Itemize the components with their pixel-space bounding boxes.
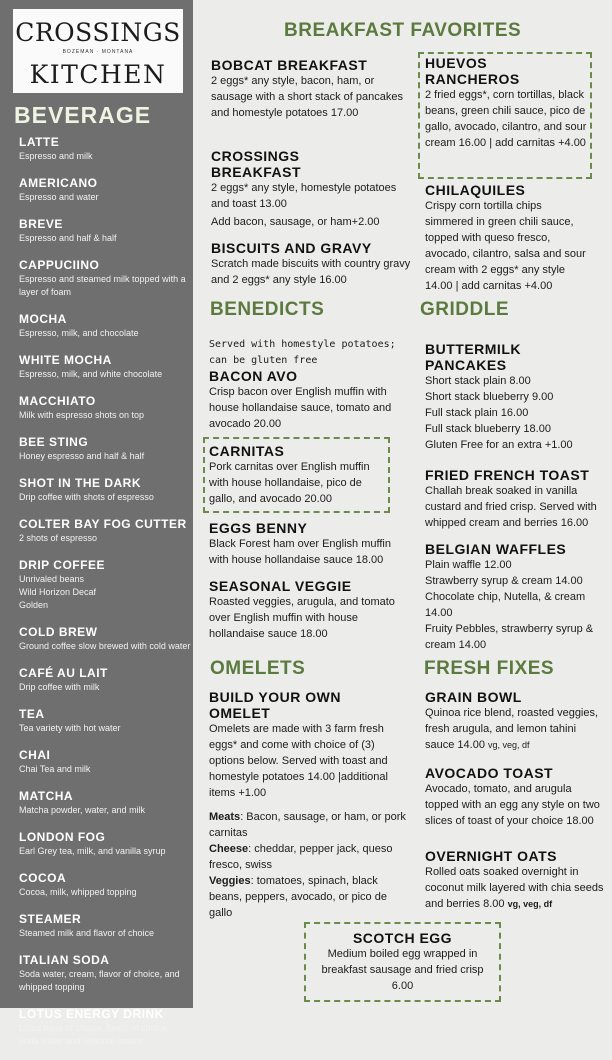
beverage-item <box>19 175 191 204</box>
beverage-desc: Earl Grey tea, milk, and vanilla syrup <box>19 846 166 856</box>
menu-item-seasonal-veggie <box>209 578 409 642</box>
item-line: Chocolate chip, Nutella, & cream 14.00 <box>425 591 586 619</box>
item-name: BUILD YOUR OWN OMELET <box>209 689 341 721</box>
menu-item-french-toast <box>425 467 605 531</box>
menu-item-avocado-toast <box>425 765 605 829</box>
item-desc: Crispy corn tortilla chips simmered in green chili sauce, topped with queso fresco, avocado, cilantro, salsa and sour cream with 2 eggs* any style 14.00 | add carnitas +4.00 <box>425 200 586 292</box>
beverage-desc: Honey espresso and half & half <box>19 451 145 461</box>
item-name: CHILAQUILES <box>425 182 526 198</box>
item-name: BOBCAT BREAKFAST <box>211 57 368 73</box>
beverage-name: WHITE MOCHA <box>19 353 112 367</box>
item-name: BUTTERMILK PANCAKES <box>425 341 521 373</box>
item-addon: Add bacon, sausage, or ham+2.00 <box>211 216 380 228</box>
item-desc: 2 eggs* any style, homestyle potatoes and toast 13.00 <box>211 182 397 210</box>
menu-item-chilaquiles <box>425 182 590 294</box>
beverage-name: LONDON FOG <box>19 830 106 844</box>
beverage-item <box>19 911 191 940</box>
beverage-desc: Espresso and steamed milk topped with a layer of foam <box>19 274 186 297</box>
beverage-name: ITALIAN SODA <box>19 953 110 967</box>
item-name: BELGIAN WAFFLES <box>425 541 567 557</box>
beverage-item <box>19 952 191 994</box>
logo-line-1: CROSSINGS <box>15 18 181 47</box>
beverage-desc: Espresso, milk, and white chocolate <box>19 369 163 379</box>
logo-line-2: KITCHEN <box>29 60 167 89</box>
item-desc <box>425 864 605 912</box>
beverage-item <box>19 434 191 463</box>
cheese-label: Cheese <box>209 843 249 855</box>
beverage-name: COCOA <box>19 871 67 885</box>
beverage-name: MOCHA <box>19 312 67 326</box>
item-name: CROSSINGS BREAKFAST <box>211 148 302 180</box>
menu-item-byo-omelet <box>209 689 409 921</box>
item-line: Full stack blueberry 18.00 <box>425 423 551 435</box>
cheese-text: : cheddar, pepper jack, queso fresco, swiss <box>209 843 393 871</box>
beverage-item <box>19 870 191 899</box>
beverage-item <box>19 747 191 776</box>
beverage-name: AMERICANO <box>19 176 98 190</box>
beverage-item <box>19 829 191 858</box>
omelet-meats <box>209 809 409 841</box>
item-line: Short stack plain 8.00 <box>425 375 531 387</box>
beverage-name: CAFÉ AU LAIT <box>19 666 108 680</box>
beverage-name: LATTE <box>19 135 60 149</box>
item-line: Full stack plain 16.00 <box>425 407 529 419</box>
beverage-name: STEAMER <box>19 912 82 926</box>
beverage-name: LOTUS ENERGY DRINK <box>19 1007 164 1021</box>
omelet-veggies <box>209 873 409 921</box>
omelet-cheese <box>209 841 409 873</box>
beverage-name: MACCHIATO <box>19 394 96 408</box>
beverage-name: CAPPUCIINO <box>19 258 100 272</box>
beverage-name: TEA <box>19 707 45 721</box>
menu-item-bacon-avo <box>209 368 409 432</box>
oats-desc: Rolled oats soaked overnight in coconut milk layered with chia seeds and berries 8.00 <box>425 866 604 910</box>
grain-tags: vg, veg, df <box>488 740 530 750</box>
item-name: OVERNIGHT OATS <box>425 848 557 864</box>
menu-item-overnight-oats <box>425 848 605 912</box>
item-name: CARNITAS <box>209 443 285 459</box>
beverage-name: MATCHA <box>19 789 74 803</box>
menu-item-crossings <box>211 148 411 230</box>
beverage-name: COLD BREW <box>19 625 98 639</box>
oats-tags: vg, veg, df <box>507 899 553 909</box>
beverage-desc: Steamed milk and flavor of choice <box>19 928 155 938</box>
beverage-desc: Drip coffee with shots of espresso <box>19 492 154 502</box>
meats-text: : Bacon, sausage, or ham, or pork carnitas <box>209 811 406 839</box>
beverage-name: DRIP COFFEE <box>19 558 105 572</box>
beverage-desc: Espresso and milk <box>19 151 93 161</box>
fresh-fixes-heading: FRESH FIXES <box>424 658 555 679</box>
beverage-name: COLTER BAY FOG CUTTER <box>19 517 187 531</box>
beverage-item <box>19 134 191 163</box>
beverage-desc: Milk with espresso shots on top <box>19 410 145 420</box>
beverage-item <box>19 516 191 545</box>
beverage-desc: Lotus base of choice, flavor of choice, soda water and optional cream <box>19 1023 170 1046</box>
item-name: EGGS BENNY <box>209 520 308 536</box>
beverage-item <box>19 665 191 694</box>
menu-item-bobcat <box>211 57 411 121</box>
item-desc: Pork carnitas over English muffin with house hollandaise, pico de gallo, and avocado 20.00 <box>209 461 370 505</box>
breakfast-heading: BREAKFAST FAVORITES <box>284 20 522 41</box>
logo <box>13 9 183 93</box>
benedicts-heading: BENEDICTS <box>210 299 325 320</box>
item-line: Strawberry syrup & cream 14.00 <box>425 575 583 587</box>
beverage-list <box>19 134 191 1060</box>
item-desc: Omelets are made with 3 farm fresh eggs* and come with choice of (3) options below. Served with toast and homestyle potatoes 14.00 |additional items +1.00 <box>209 723 388 799</box>
omelets-heading: OMELETS <box>210 658 306 679</box>
beverage-desc: 2 shots of espresso <box>19 533 98 543</box>
item-name: SCOTCH EGG <box>352 930 453 946</box>
menu-item-waffles <box>425 541 605 653</box>
beverage-name: BEE STING <box>19 435 89 449</box>
beverage-item <box>19 216 191 245</box>
item-line: Short stack blueberry 9.00 <box>425 391 554 403</box>
beverage-item <box>19 352 191 381</box>
beverage-item <box>19 624 191 653</box>
beverage-item <box>19 311 191 340</box>
item-name: GRAIN BOWL <box>425 689 522 705</box>
beverage-name: SHOT IN THE DARK <box>19 476 141 490</box>
menu-item-eggs-benny <box>209 520 409 568</box>
beverage-desc: Cocoa, milk, whipped topping <box>19 887 137 897</box>
beverage-desc: Espresso, milk, and chocolate <box>19 328 139 338</box>
item-desc: 2 fried eggs*, corn tortillas, black beans, green chili sauce, pico de gallo, avocado, cilantro, and sour cream 16.00 | add carnitas +4.00 <box>425 89 587 149</box>
beverage-heading: BEVERAGE <box>14 102 152 128</box>
beverage-desc: Unrivaled beans Wild Horizon Decaf Golden <box>19 574 97 610</box>
meats-label: Meats <box>209 811 241 823</box>
beverage-name: BREVE <box>19 217 63 231</box>
grain-desc: Quinoa rice blend, roasted veggies, fresh arugula, and lemon tahini sauce 14.00 <box>425 707 599 751</box>
beverage-item <box>19 788 191 817</box>
item-line: Fruity Pebbles, strawberry syrup & cream 14.00 <box>425 623 594 651</box>
item-desc: Challah break soaked in vanilla custard and fried crisp. Served with whipped cream and berries 16.00 <box>425 485 597 529</box>
item-desc: Medium boiled egg wrapped in breakfast sausage and fried crisp 6.00 <box>321 948 484 992</box>
griddle-heading: GRIDDLE <box>420 299 509 320</box>
beverage-desc: Chai Tea and milk <box>19 764 91 774</box>
beverage-desc: Matcha powder, water, and milk <box>19 805 146 815</box>
item-name: BACON AVO <box>209 368 298 384</box>
menu-item-biscuits <box>211 240 411 288</box>
item-name: FRIED FRENCH TOAST <box>425 467 590 483</box>
item-desc: Avocado, tomato, and arugula topped with an egg any style on two slices of toast of your choice 18.00 <box>425 783 600 827</box>
beverage-desc: Drip coffee with milk <box>19 682 100 692</box>
beverage-desc: Ground coffee slow brewed with cold water <box>19 641 191 651</box>
beverage-sidebar <box>0 0 193 1046</box>
item-name: HUEVOS RANCHEROS <box>425 55 520 87</box>
menu-item-grain-bowl <box>425 689 605 753</box>
benedicts-intro <box>209 337 409 369</box>
menu-item-buttermilk <box>425 341 595 453</box>
beverage-item <box>19 257 191 299</box>
veggies-label: Veggies <box>209 875 251 887</box>
menu-item-huevos <box>425 55 590 151</box>
beverage-desc: Espresso and half & half <box>19 233 117 243</box>
item-desc: Black Forest ham over English muffin with house hollandaise sauce 18.00 <box>209 538 391 566</box>
item-name: BISCUITS AND GRAVY <box>211 240 372 256</box>
beverage-desc: Soda water, cream, flavor of choice, and whipped topping <box>19 969 180 992</box>
beverage-desc: Tea variety with hot water <box>19 723 121 733</box>
item-name: SEASONAL VEGGIE <box>209 578 352 594</box>
logo-location: BOZEMAN · MONTANA <box>62 49 134 55</box>
item-desc: Roasted veggies, arugula, and tomato over English muffin with house hollandaise sauce 18.00 <box>209 596 395 640</box>
beverage-item <box>19 1006 191 1048</box>
item-desc: Scratch made biscuits with country gravy and 2 eggs* any style 16.00 <box>211 258 411 286</box>
beverage-item <box>19 557 191 612</box>
item-desc: 2 eggs* any style, bacon, ham, or sausage with a short stack of pancakes and homestyle potatoes 17.00 <box>211 75 403 119</box>
item-name: AVOCADO TOAST <box>425 765 554 781</box>
intro-text: Served with homestyle potatoes; can be gluten free <box>209 339 396 366</box>
veggies-text: : tomatoes, spinach, black beans, peppers, avocado, or pico de gallo <box>209 875 387 919</box>
item-desc <box>425 705 605 753</box>
beverage-name: CHAI <box>19 748 51 762</box>
beverage-desc: Espresso and water <box>19 192 99 202</box>
beverage-item <box>19 706 191 735</box>
beverage-item <box>19 393 191 422</box>
item-line: Plain waffle 12.00 <box>425 559 512 571</box>
item-line: Gluten Free for an extra +1.00 <box>425 439 573 451</box>
menu-item-scotch-egg <box>312 930 493 994</box>
item-desc: Crisp bacon over English muffin with house hollandaise sauce, tomato and avocado 20.00 <box>209 386 392 430</box>
beverage-item <box>19 475 191 504</box>
menu-item-carnitas <box>209 443 389 507</box>
